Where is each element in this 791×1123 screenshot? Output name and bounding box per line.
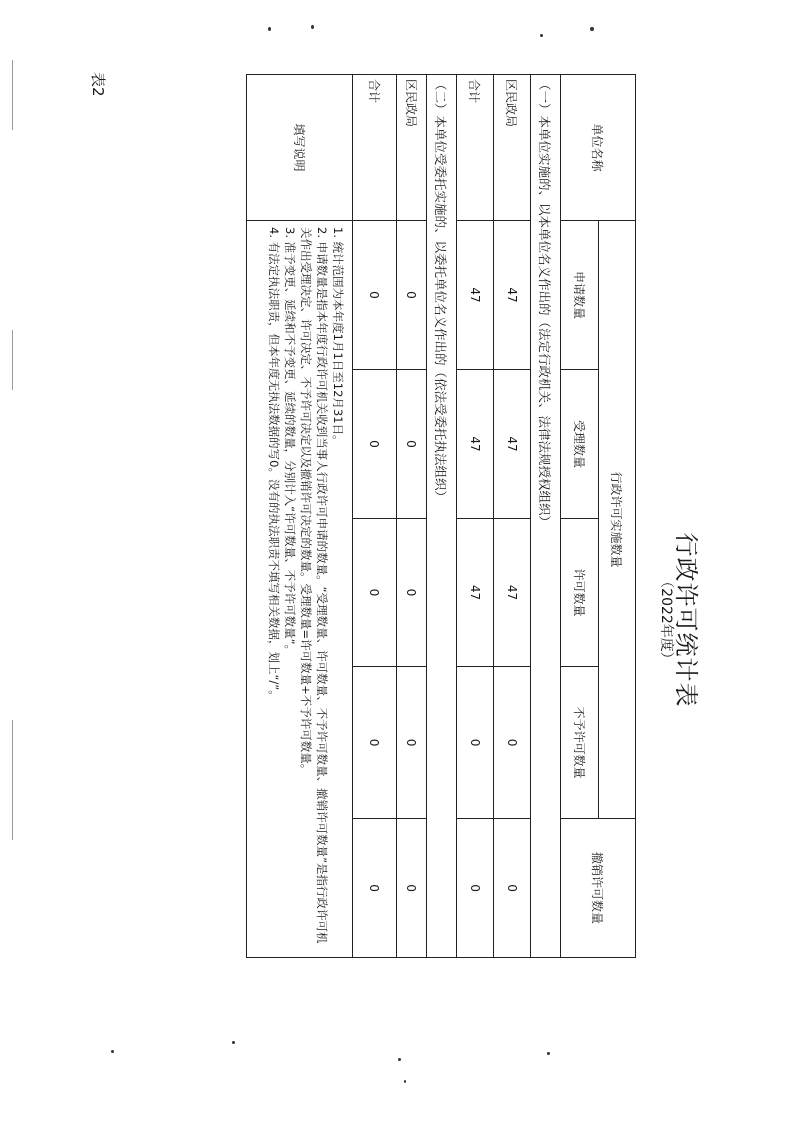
cell-permit: 47: [457, 519, 494, 667]
cell-apply: 47: [457, 221, 494, 370]
cell-deny: 0: [353, 667, 397, 819]
note-item: 2. 申请数量是指本年度行政许可机关收到当事人行政许可申请的数量。“受理数量、许可数量、不予许可数量、撤销许可数量”是指行政许可机关作出受理决定、许可决定、不予许可决定以及撤销许可决定的数量。受理数量=许可数量+不予许可数量。: [299, 227, 329, 944]
note-item: 1. 统计范围为本年度1月1日至12月31日。: [331, 227, 345, 447]
notes-row: [247, 75, 353, 958]
header-permit: 许可数量: [561, 519, 599, 667]
cell-accept: 0: [397, 370, 427, 519]
row-total-label: 合计: [457, 75, 494, 221]
header-apply: 申请数量: [561, 221, 599, 370]
cell-permit: 0: [397, 519, 427, 667]
header-deny: 不予许可数量: [561, 667, 599, 819]
row-unit-name: 区民政局: [494, 75, 531, 221]
cell-revoke: 0: [353, 819, 397, 958]
header-row: [599, 75, 636, 958]
statistics-table: [246, 74, 636, 958]
cell-permit: 47: [494, 519, 531, 667]
cell-deny: 0: [457, 667, 494, 819]
table-number-label: 表2: [89, 72, 107, 97]
note-item: 3. 准予变更、延续和不予变更、延续的数量，分别计入“许可数量、不予许可数量”。: [283, 227, 297, 657]
cell-apply: 47: [494, 221, 531, 370]
table-row: [494, 75, 531, 958]
row-total-label: 合计: [353, 75, 397, 221]
cell-revoke: 0: [494, 819, 531, 958]
section-1-heading: （一）本单位实施的、以本单位名义作出的（法定行政机关、法律法规授权组织）: [531, 75, 561, 958]
notes-cell: [247, 221, 353, 958]
cell-apply: 0: [397, 221, 427, 370]
page-subtitle: （2022年度）: [658, 574, 674, 666]
table-row: [397, 75, 427, 958]
cell-revoke: 0: [397, 819, 427, 958]
cell-deny: 0: [494, 667, 531, 819]
table-row: [353, 75, 397, 958]
note-item: 4. 有法定执法职责，但本年度无执法数据的写0。没有的执法职责不填写相关数据，划上“/”。: [267, 227, 281, 702]
cell-accept: 47: [457, 370, 494, 519]
cell-accept: 47: [494, 370, 531, 519]
header-revoke: 撤销许可数量: [561, 819, 636, 958]
section-row: [427, 75, 457, 958]
cell-deny: 0: [397, 667, 427, 819]
section-row: [531, 75, 561, 958]
page-title: 行政许可统计表: [672, 532, 700, 708]
row-unit-name: 区民政局: [397, 75, 427, 221]
header-accept: 受理数量: [561, 370, 599, 519]
header-group: 行政许可实施数量: [599, 221, 636, 819]
cell-revoke: 0: [457, 819, 494, 958]
cell-apply: 0: [353, 221, 397, 370]
notes-label: 填写说明: [247, 75, 353, 221]
table-row: [457, 75, 494, 958]
cell-permit: 0: [353, 519, 397, 667]
header-unit-name: 单位名称: [561, 75, 636, 221]
section-2-heading: （二）本单位受委托实施的、以委托单位名义作出的（依法受委托执法组织）: [427, 75, 457, 958]
cell-accept: 0: [353, 370, 397, 519]
